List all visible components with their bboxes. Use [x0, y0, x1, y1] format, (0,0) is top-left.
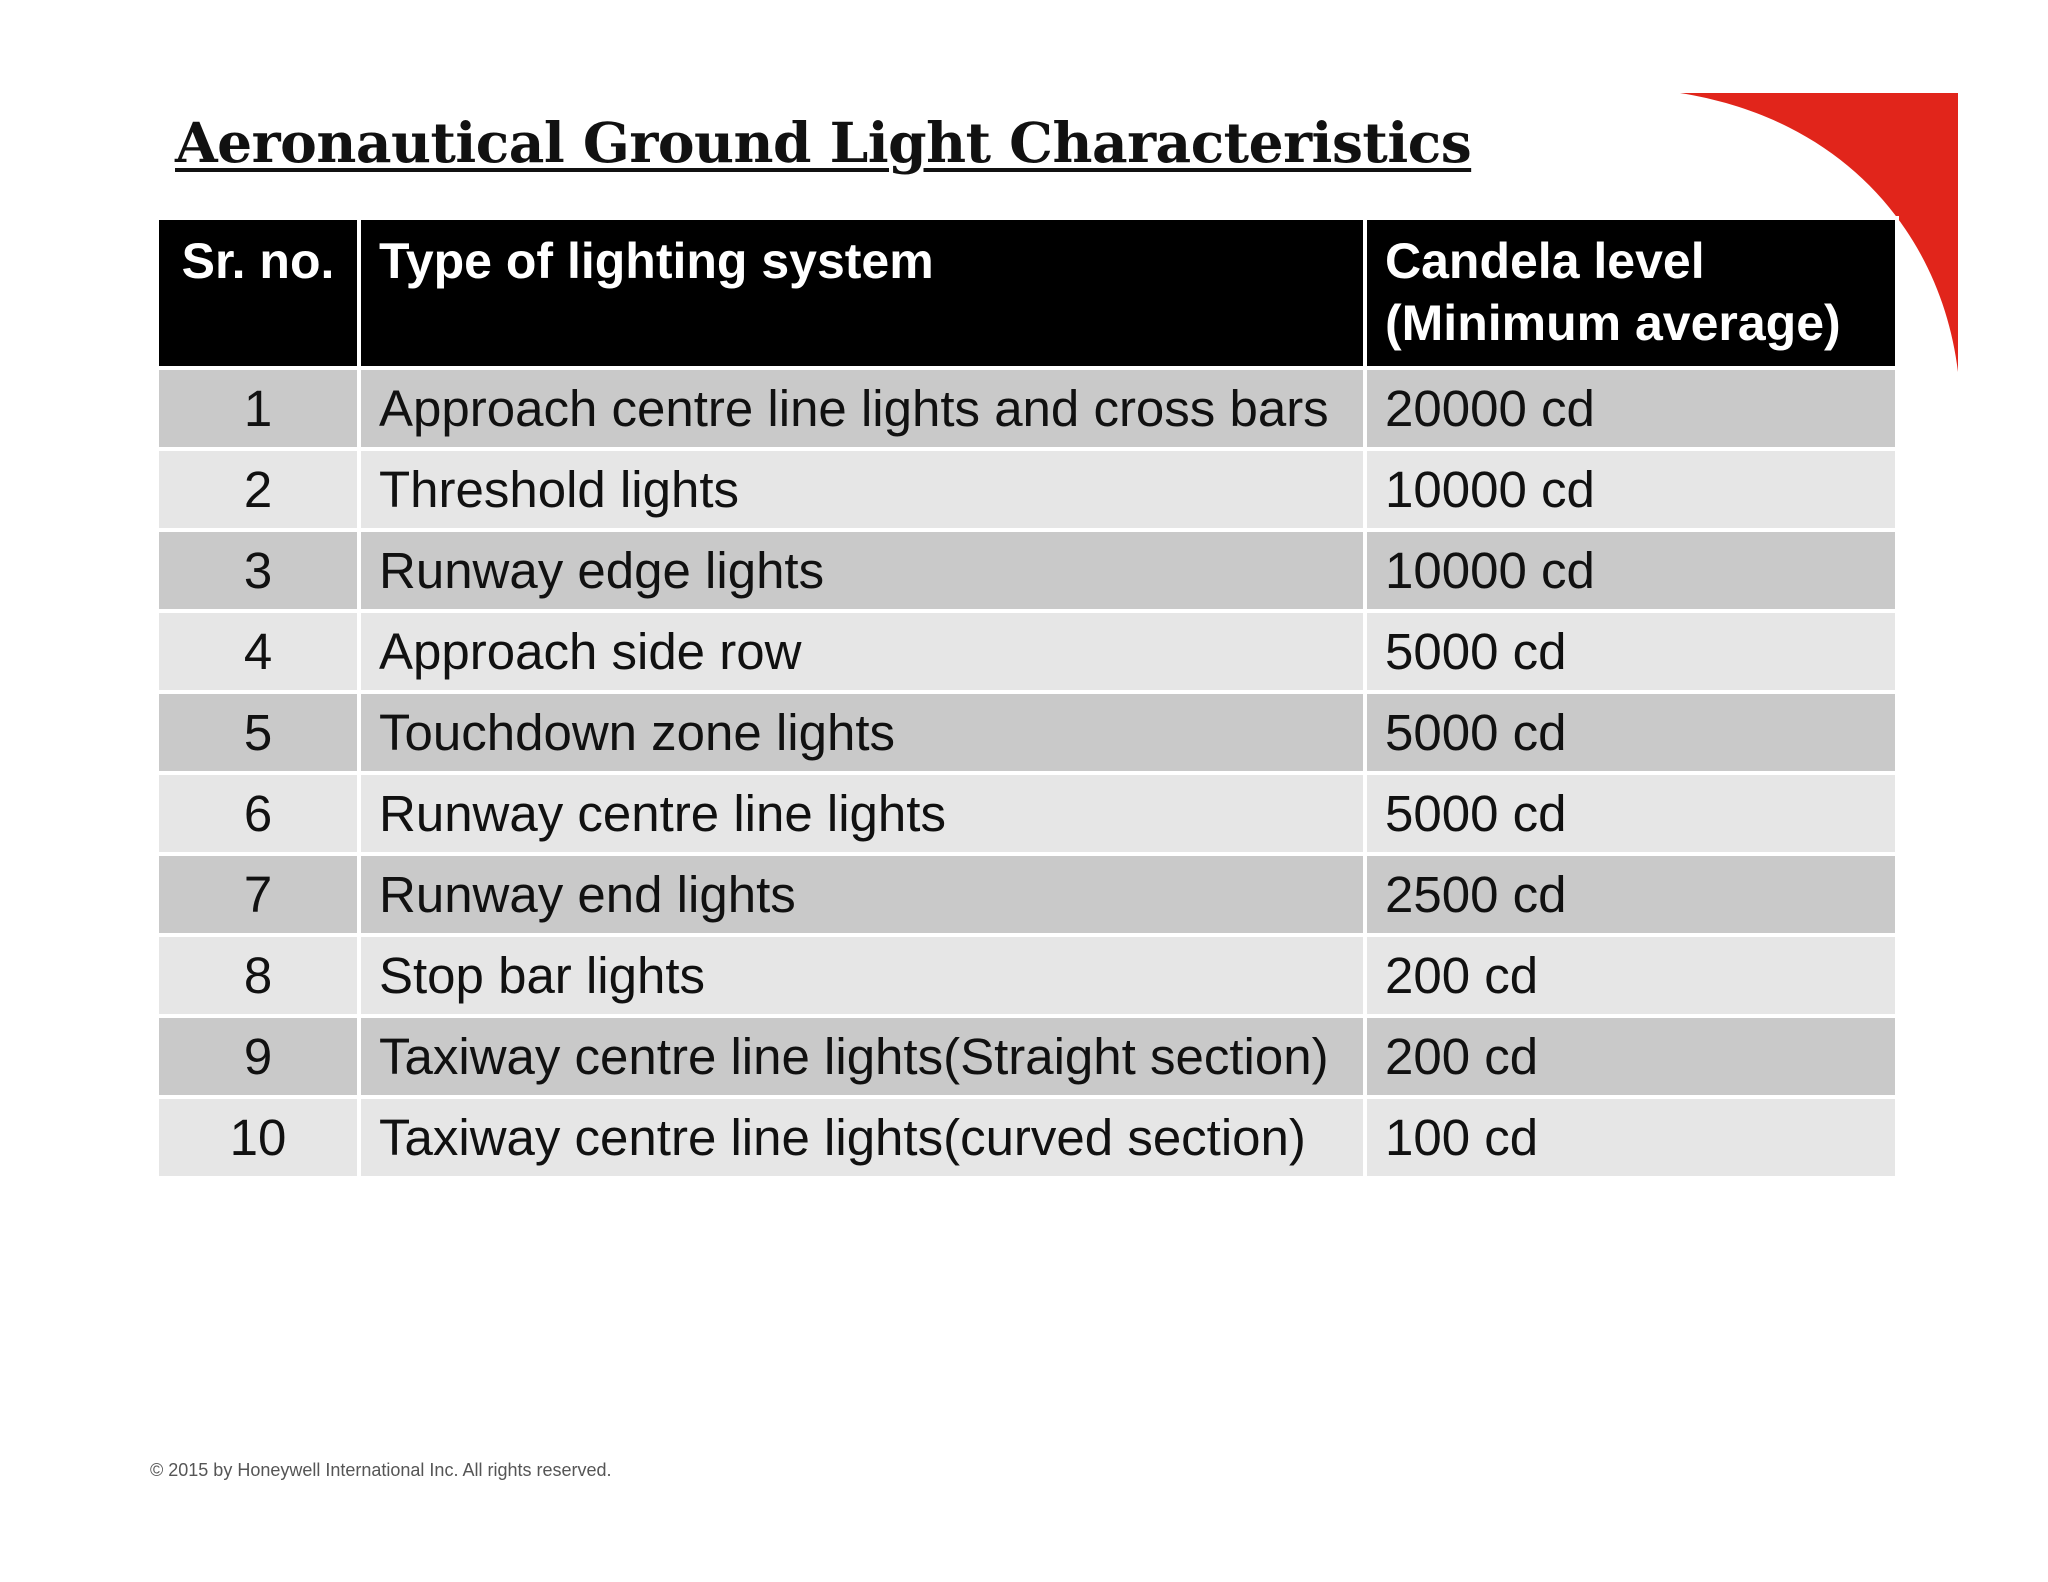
table-row	[157, 449, 1897, 530]
candela-cell: 2500 cd	[1365, 854, 1897, 935]
type-cell: Approach centre line lights and cross bars	[359, 368, 1365, 449]
header-candela-line1: Candela level	[1385, 233, 1705, 289]
candela-cell: 5000 cd	[1365, 773, 1897, 854]
candela-cell: 5000 cd	[1365, 692, 1897, 773]
sr-cell: 7	[157, 854, 359, 935]
candela-cell: 5000 cd	[1365, 611, 1897, 692]
type-cell: Runway edge lights	[359, 530, 1365, 611]
sr-cell: 6	[157, 773, 359, 854]
sr-cell: 2	[157, 449, 359, 530]
type-cell: Stop bar lights	[359, 935, 1365, 1016]
sr-cell: 5	[157, 692, 359, 773]
sr-cell: 8	[157, 935, 359, 1016]
lighting-characteristics-table	[155, 216, 1899, 1180]
header-sr-no: Sr. no.	[157, 218, 359, 368]
candela-cell: 200 cd	[1365, 1016, 1897, 1097]
table-header-row	[157, 218, 1897, 368]
table-row	[157, 1097, 1897, 1178]
sr-cell: 1	[157, 368, 359, 449]
table-row	[157, 611, 1897, 692]
table-row	[157, 773, 1897, 854]
type-cell: Approach side row	[359, 611, 1365, 692]
type-cell: Taxiway centre line lights(Straight section)	[359, 1016, 1365, 1097]
table-row	[157, 935, 1897, 1016]
type-cell: Threshold lights	[359, 449, 1365, 530]
table-row	[157, 854, 1897, 935]
table-row	[157, 530, 1897, 611]
slide-title: Aeronautical Ground Light Characteristics	[175, 110, 1472, 175]
type-cell: Runway end lights	[359, 854, 1365, 935]
sr-cell: 3	[157, 530, 359, 611]
sr-cell: 4	[157, 611, 359, 692]
table-row	[157, 368, 1897, 449]
table-row	[157, 1016, 1897, 1097]
sr-cell: 10	[157, 1097, 359, 1178]
type-cell: Touchdown zone lights	[359, 692, 1365, 773]
candela-cell: 100 cd	[1365, 1097, 1897, 1178]
header-candela-line2: (Minimum average)	[1385, 295, 1841, 351]
type-cell: Taxiway centre line lights(curved section)	[359, 1097, 1365, 1178]
table-row	[157, 692, 1897, 773]
candela-cell: 200 cd	[1365, 935, 1897, 1016]
header-candela	[1365, 218, 1897, 368]
candela-cell: 20000 cd	[1365, 368, 1897, 449]
copyright-footer: © 2015 by Honeywell International Inc. All rights reserved.	[150, 1460, 612, 1480]
candela-cell: 10000 cd	[1365, 530, 1897, 611]
type-cell: Runway centre line lights	[359, 773, 1365, 854]
sr-cell: 9	[157, 1016, 359, 1097]
header-type: Type of lighting system	[359, 218, 1365, 368]
candela-cell: 10000 cd	[1365, 449, 1897, 530]
